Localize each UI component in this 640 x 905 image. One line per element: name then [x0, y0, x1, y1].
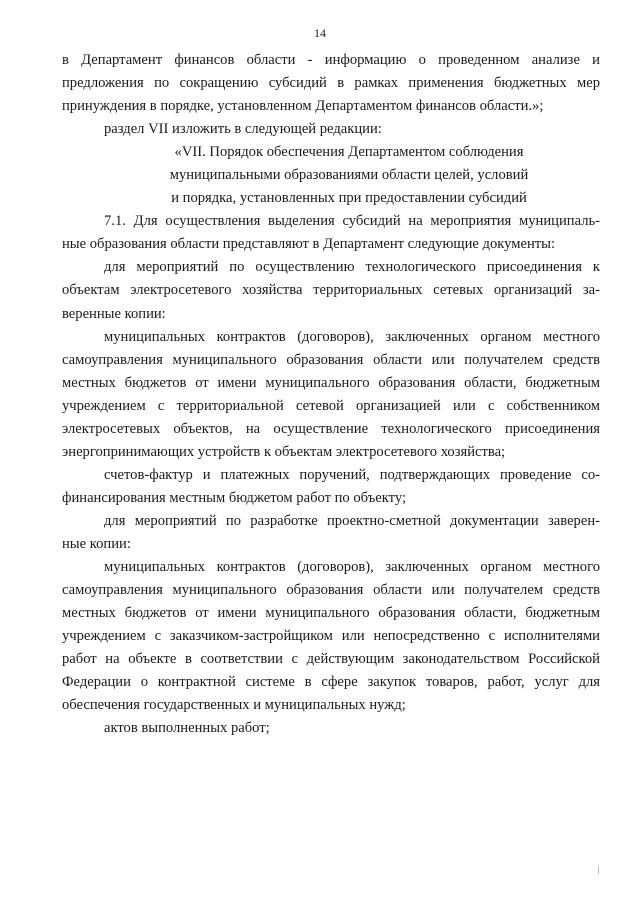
- paragraph-continuation: [62, 49, 600, 118]
- text-line: местных бюджетов от имени муниципального образования области, бюджетным: [62, 605, 600, 622]
- paragraph-7-1: [62, 210, 600, 256]
- text-line: в Департамент финансов области - информацию о проведенном анализе и: [62, 52, 600, 68]
- text-line: учреждением с территориальной сетевой организацией или с собственником: [62, 397, 600, 414]
- text-line: счетов-фактур и платежных поручений, подтверждающих проведение со-: [104, 466, 600, 483]
- page-number: 14: [314, 26, 326, 40]
- text-line: ные копии:: [62, 535, 131, 552]
- text-line: обеспечения государственных и муниципальных нужд;: [62, 697, 406, 714]
- paragraph-municipal-contracts-2: [62, 556, 600, 717]
- text-line: самоуправления муниципального образования области или получателем средств: [62, 351, 600, 368]
- document-body: [62, 49, 600, 740]
- text-line: веренные копии:: [62, 305, 166, 322]
- text-line: раздел VII изложить в следующей редакции:: [104, 121, 382, 138]
- text-line: самоуправления муниципального образования области или получателем средств: [62, 582, 600, 599]
- scan-artifact-mark: [598, 866, 599, 874]
- heading-line: и порядка, установленных при предоставлении субсидий: [171, 190, 527, 207]
- paragraph-design-docs: [62, 510, 600, 556]
- text-line: местных бюджетов от имени муниципального образования области, бюджетным: [62, 374, 600, 391]
- text-line: энергопринимающих устройств к объектам электросетевого хозяйства;: [62, 443, 506, 460]
- paragraph-invoices: [62, 464, 600, 510]
- text-line: объектам электросетевого хозяйства территориальных сетевых организаций за-: [62, 282, 600, 299]
- text-line: для мероприятий по осуществлению технологического присоединения к: [104, 259, 600, 276]
- paragraph-section-vii-intro: [62, 118, 600, 141]
- paragraph-municipal-contracts-1: [62, 326, 600, 464]
- text-line: Федерации о контрактной системе в сфере закупок товаров, работ, услуг для: [62, 674, 600, 691]
- text-line: муниципальных контрактов (договоров), заключенных органом местного: [104, 559, 600, 576]
- text-line: ные образования области представляют в Департамент следующие документы:: [62, 236, 555, 253]
- heading-line: «VII. Порядок обеспечения Департаментом соблюдения: [174, 144, 524, 161]
- text-line: предложения по сокращению субсидий в рамках применения бюджетных мер: [62, 75, 600, 92]
- text-line: финансирования местным бюджетом работ по объекту;: [62, 489, 407, 506]
- heading-line: муниципальными образованиями области целей, условий: [169, 167, 529, 184]
- section-heading: [62, 141, 600, 210]
- text-line: муниципальных контрактов (договоров), заключенных органом местного: [104, 328, 600, 345]
- text-line: принуждения в порядке, установленном Департаментом финансов области.»;: [62, 98, 544, 115]
- text-line: 7.1. Для осуществления выделения субсидий на мероприятия муниципаль-: [104, 213, 600, 230]
- text-line: работ на объекте в соответствии с действующим законодательством Российской: [62, 651, 600, 668]
- text-line: учреждением с заказчиком-застройщиком или непосредственно с исполнителями: [62, 628, 600, 645]
- text-line: для мероприятий по разработке проектно-сметной документации заверен-: [104, 512, 600, 529]
- text-line: актов выполненных работ;: [104, 720, 270, 737]
- paragraph-tech-connection: [62, 256, 600, 325]
- text-line: электросетевых объектов, на осуществление технологического присоединения: [62, 420, 600, 437]
- paragraph-acts: [62, 717, 600, 740]
